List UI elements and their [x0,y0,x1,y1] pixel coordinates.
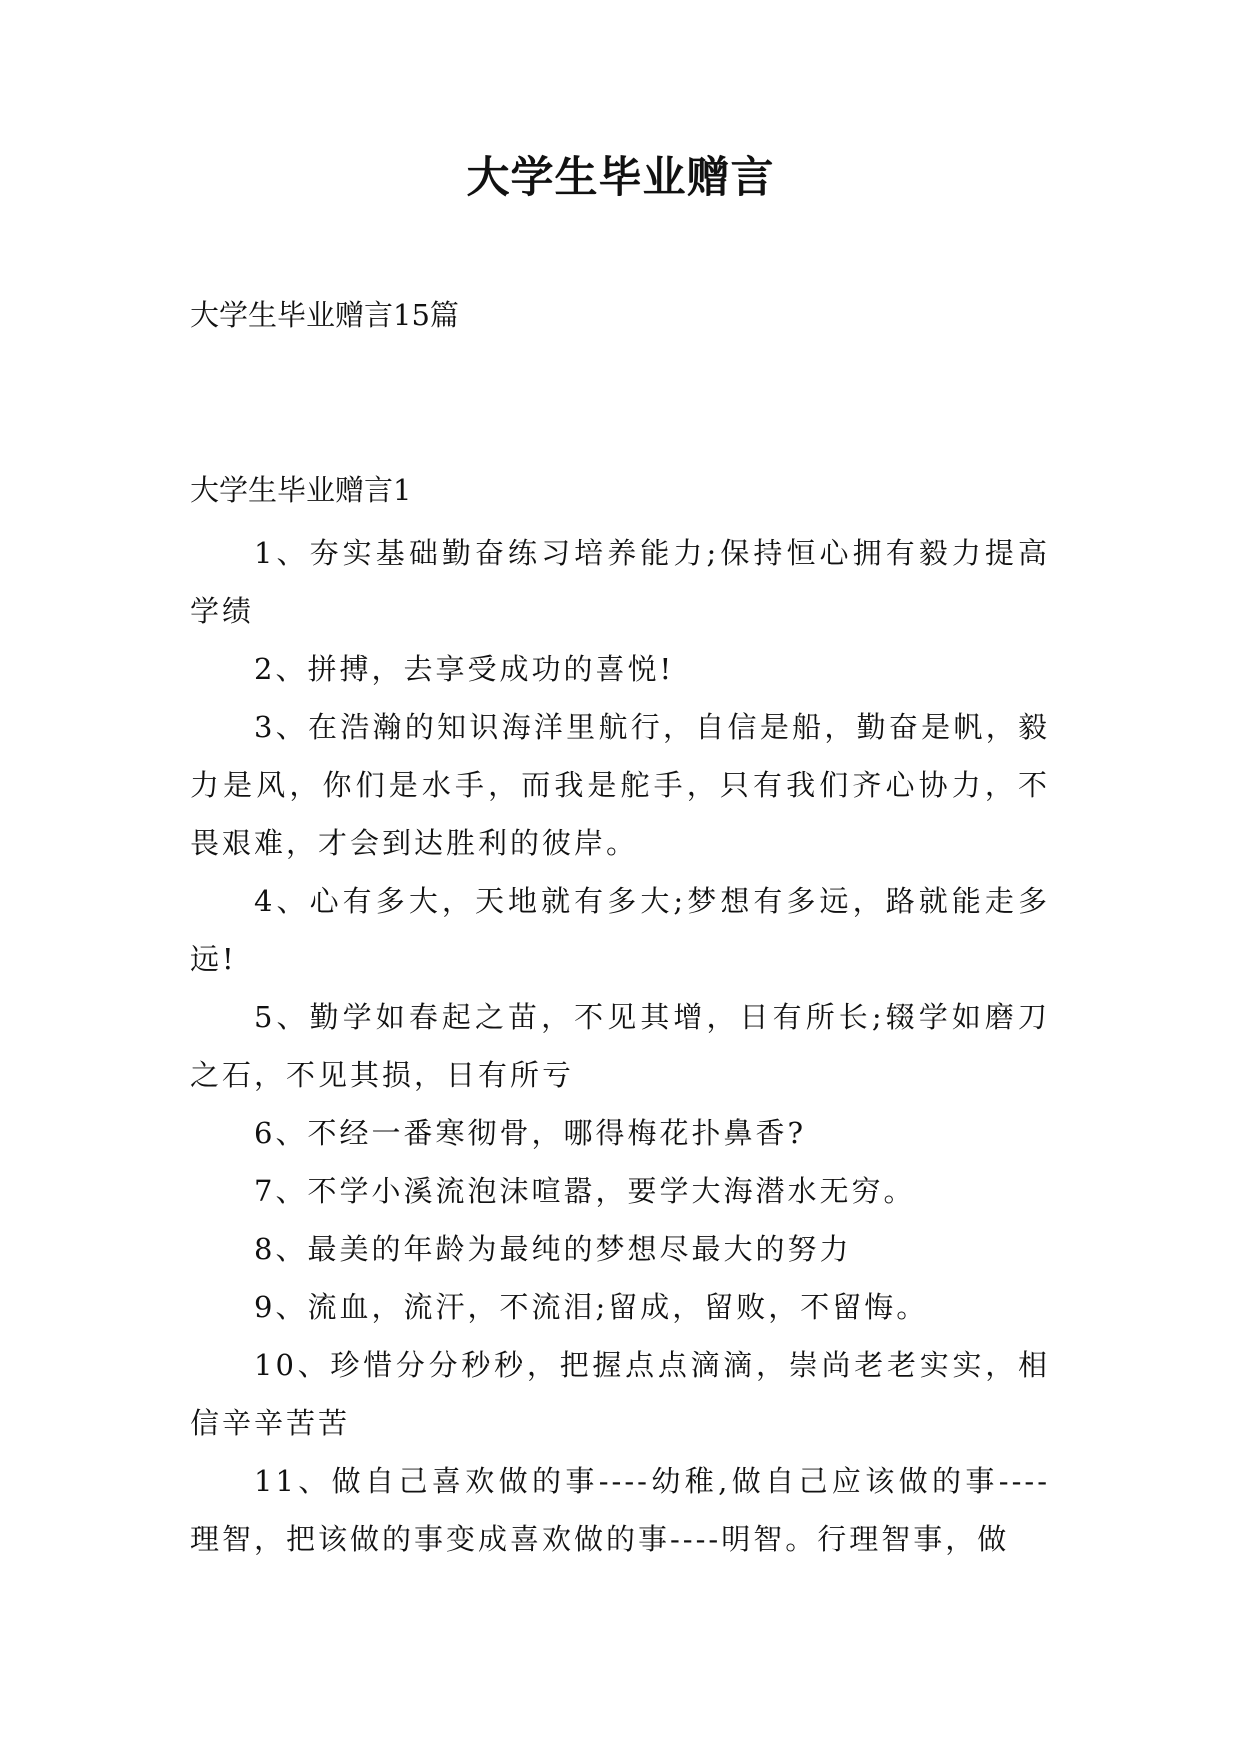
paragraph: 4、心有多大，天地就有多大;梦想有多远，路就能走多远! [190,884,1050,976]
paragraph: 10、珍惜分分秒秒，把握点点滴滴，崇尚老老实实，相信辛辛苦苦 [190,1348,1050,1440]
document-title: 大学生毕业赠言 [466,153,775,203]
paragraph: 1、夯实基础勤奋练习培养能力;保持恒心拥有毅力提高学绩 [190,536,1050,628]
paragraph: 11、做自己喜欢做的事----幼稚,做自己应该做的事----理智，把该做的事变成喜欢做的事----明智。行理智事，做 [190,1464,1050,1556]
paragraph: 3、在浩瀚的知识海洋里航行，自信是船，勤奋是帆，毅力是风，你们是水手，而我是舵手，只有我们齐心协力，不畏艰难，才会到达胜利的彼岸。 [190,710,1050,860]
paragraph: 9、流血，流汗，不流泪;留成，留败，不留悔。 [254,1290,929,1324]
section-heading: 大学生毕业赠言1 [190,473,412,507]
paragraph: 7、不学小溪流泡沫喧嚣，要学大海潜水无穷。 [254,1174,916,1208]
paragraph: 2、拼搏，去享受成功的喜悦! [254,652,675,686]
paragraph: 5、勤学如春起之苗，不见其增，日有所长;辍学如磨刀之石，不见其损，日有所亏 [190,1000,1050,1092]
paragraph: 8、最美的年龄为最纯的梦想尽最大的努力 [254,1232,852,1266]
document-subtitle: 大学生毕业赠言15篇 [190,298,459,332]
paragraph: 6、不经一番寒彻骨，哪得梅花扑鼻香? [254,1116,806,1150]
body-text [190,524,1050,1568]
